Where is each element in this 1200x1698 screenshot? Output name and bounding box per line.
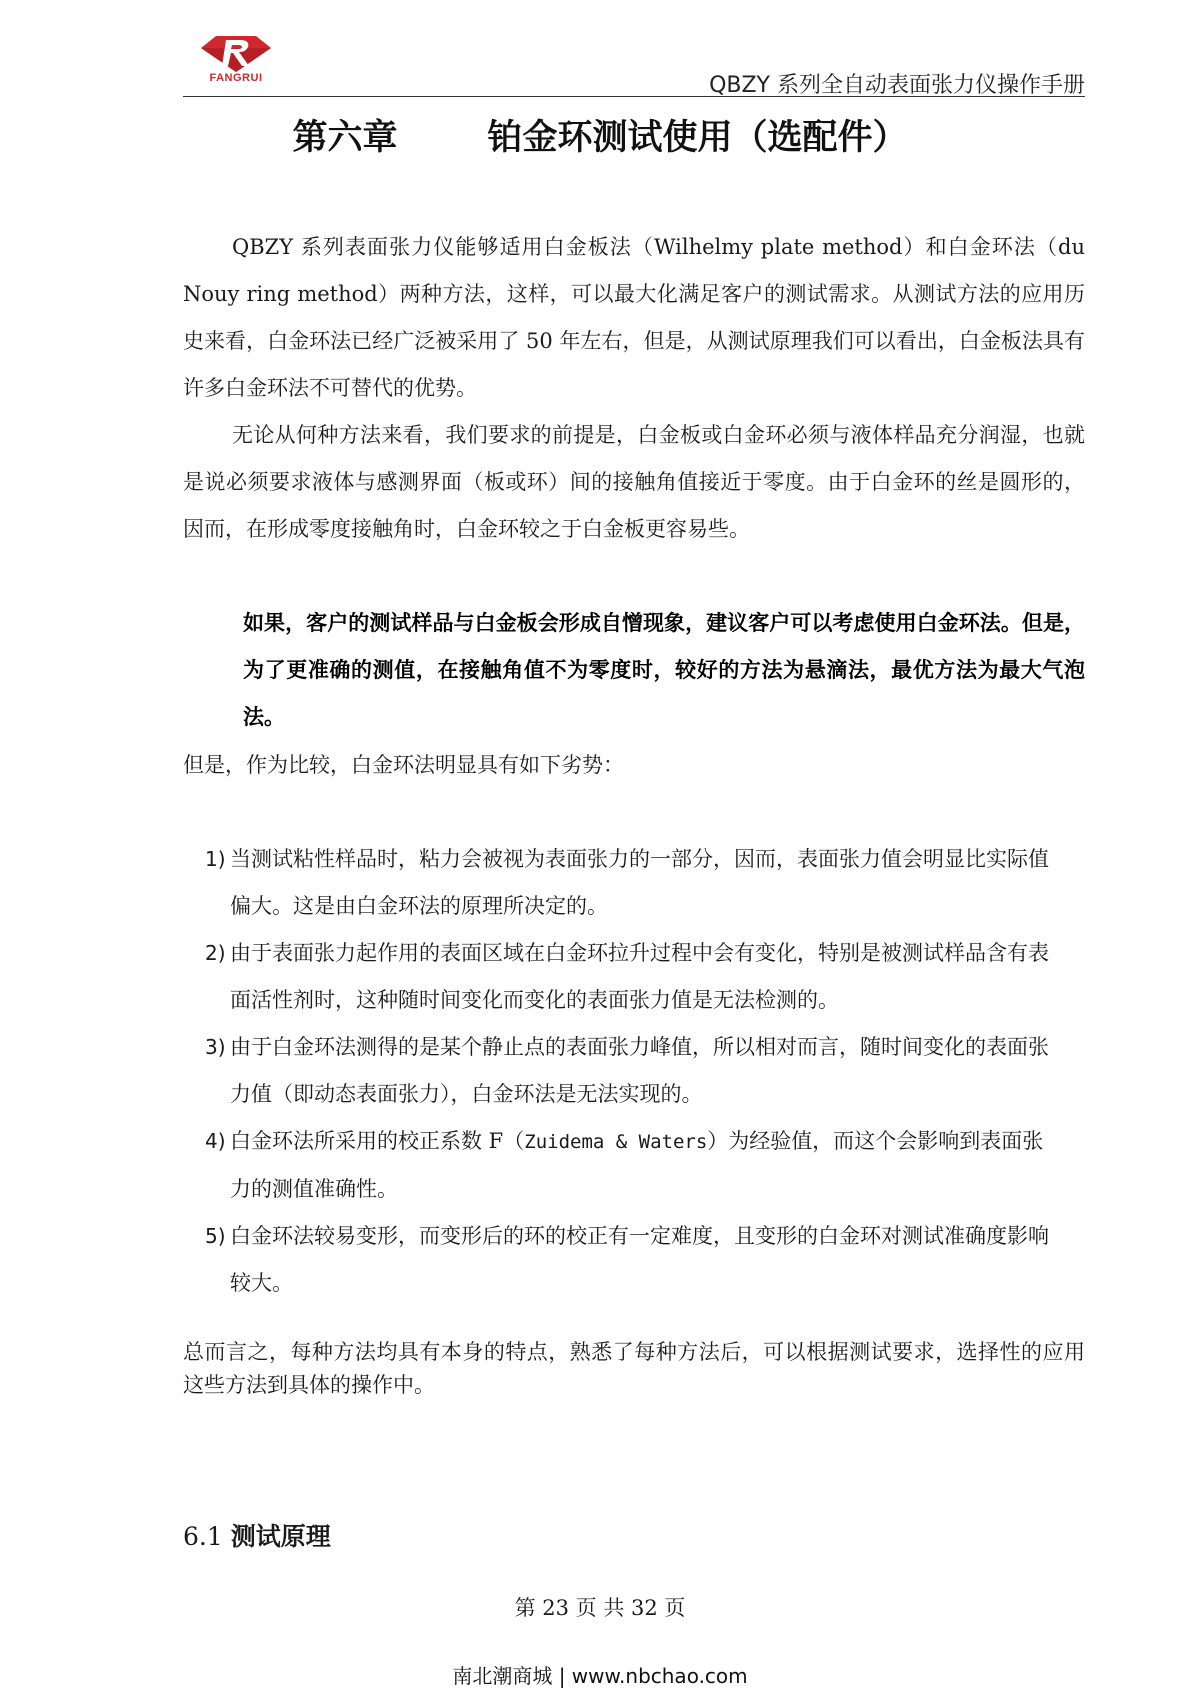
list-item <box>183 836 1053 930</box>
logo-text: FANGRUI <box>209 72 263 84</box>
list-item-text: 由于白金环法测得的是某个静止点的表面张力峰值，所以相对而言，随时间变化的表面张力值（即动态表面张力），白金环法是无法实现的。 <box>230 1035 1049 1106</box>
list-marker: 3) <box>205 1035 226 1059</box>
list-item-text: 由于表面张力起作用的表面区域在白金环拉升过程中会有变化，特别是被测试样品含有表面活性剂时，这种随时间变化而变化的表面张力值是无法检测的。 <box>230 941 1049 1012</box>
fangrui-logo <box>196 34 276 88</box>
list-item-text: 白金环法所采用的校正系数 F（ <box>230 1129 525 1153</box>
bold-recommendation-note: 如果，客户的测试样品与白金板会形成自憎现象，建议客户可以考虑使用白金环法。但是，为了更准确的测值，在接触角值不为零度时，较好的方法为悬滴法，最优方法为最大气泡法。 <box>243 611 1085 729</box>
page-number: 第 23 页 共 32 页 <box>514 1596 686 1620</box>
paragraph-methods: QBZY 系列表面张力仪能够适用白金板法（Wilhelmy plate method）和白金环法（du Nouy ring method）两种方法，这样，可以最大化满足客户的测试需求。从测试方法的应用历史来看，白金环法已经广泛被采用了 50 年左右，但是，从测试原理我们可以看出，白金板法具有许多白金环法不可替代的优势。 <box>183 235 1085 400</box>
list-item-text: 当测试粘性样品时，粘力会被视为表面张力的一部分，因而，表面张力值会明显比实际值偏大。这是由白金环法的原理所决定的。 <box>230 847 1049 918</box>
chapter-number: 第六章 <box>292 118 398 158</box>
footer-watermark: 南北潮商城 | www.nbchao.com <box>452 1664 748 1688</box>
fangrui-diamond-icon <box>196 34 276 74</box>
section-number: 6.1 <box>183 1522 223 1551</box>
list-item <box>183 1024 1053 1118</box>
paragraph-disadvantages-intro: 但是，作为比较，白金环法明显具有如下劣势： <box>183 753 624 777</box>
chapter-title: 铂金环测试使用（选配件） <box>487 118 908 158</box>
list-marker: 4) <box>205 1129 226 1153</box>
section-title: 测试原理 <box>230 1522 331 1551</box>
list-marker: 2) <box>205 941 226 965</box>
list-marker: 1) <box>205 847 226 871</box>
list-item-text: 白金环法较易变形，而变形后的环的校正有一定难度，且变形的白金环对测试准确度影响较大。 <box>230 1224 1049 1295</box>
list-item-text-mono: Zuidema & Waters <box>524 1131 708 1153</box>
disadvantages-list <box>183 836 1053 1307</box>
paragraph-summary: 总而言之，每种方法均具有本身的特点，熟悉了每种方法后，可以根据测试要求，选择性的应用这些方法到具体的操作中。 <box>183 1340 1085 1397</box>
list-item-text: ）为经验值，而这个会影响到表面张力的测值准确性。 <box>230 1129 1044 1201</box>
chapter-heading <box>0 110 1200 160</box>
header-divider <box>183 96 1085 97</box>
paragraph-wetting: 无论从何种方法来看，我们要求的前提是，白金板或白金环必须与液体样品充分润湿，也就是说必须要求液体与感测界面（板或环）间的接触角值接近于零度。由于白金环的丝是圆形的，因而，在形成零度接触角时，白金环较之于白金板更容易些。 <box>183 423 1085 541</box>
list-item <box>183 930 1053 1024</box>
header-title: QBZY 系列全自动表面张力仪操作手册 <box>709 73 1085 98</box>
section-heading <box>183 1517 331 1553</box>
list-item <box>183 1118 1053 1213</box>
list-item <box>183 1213 1053 1307</box>
list-marker: 5) <box>205 1224 226 1248</box>
